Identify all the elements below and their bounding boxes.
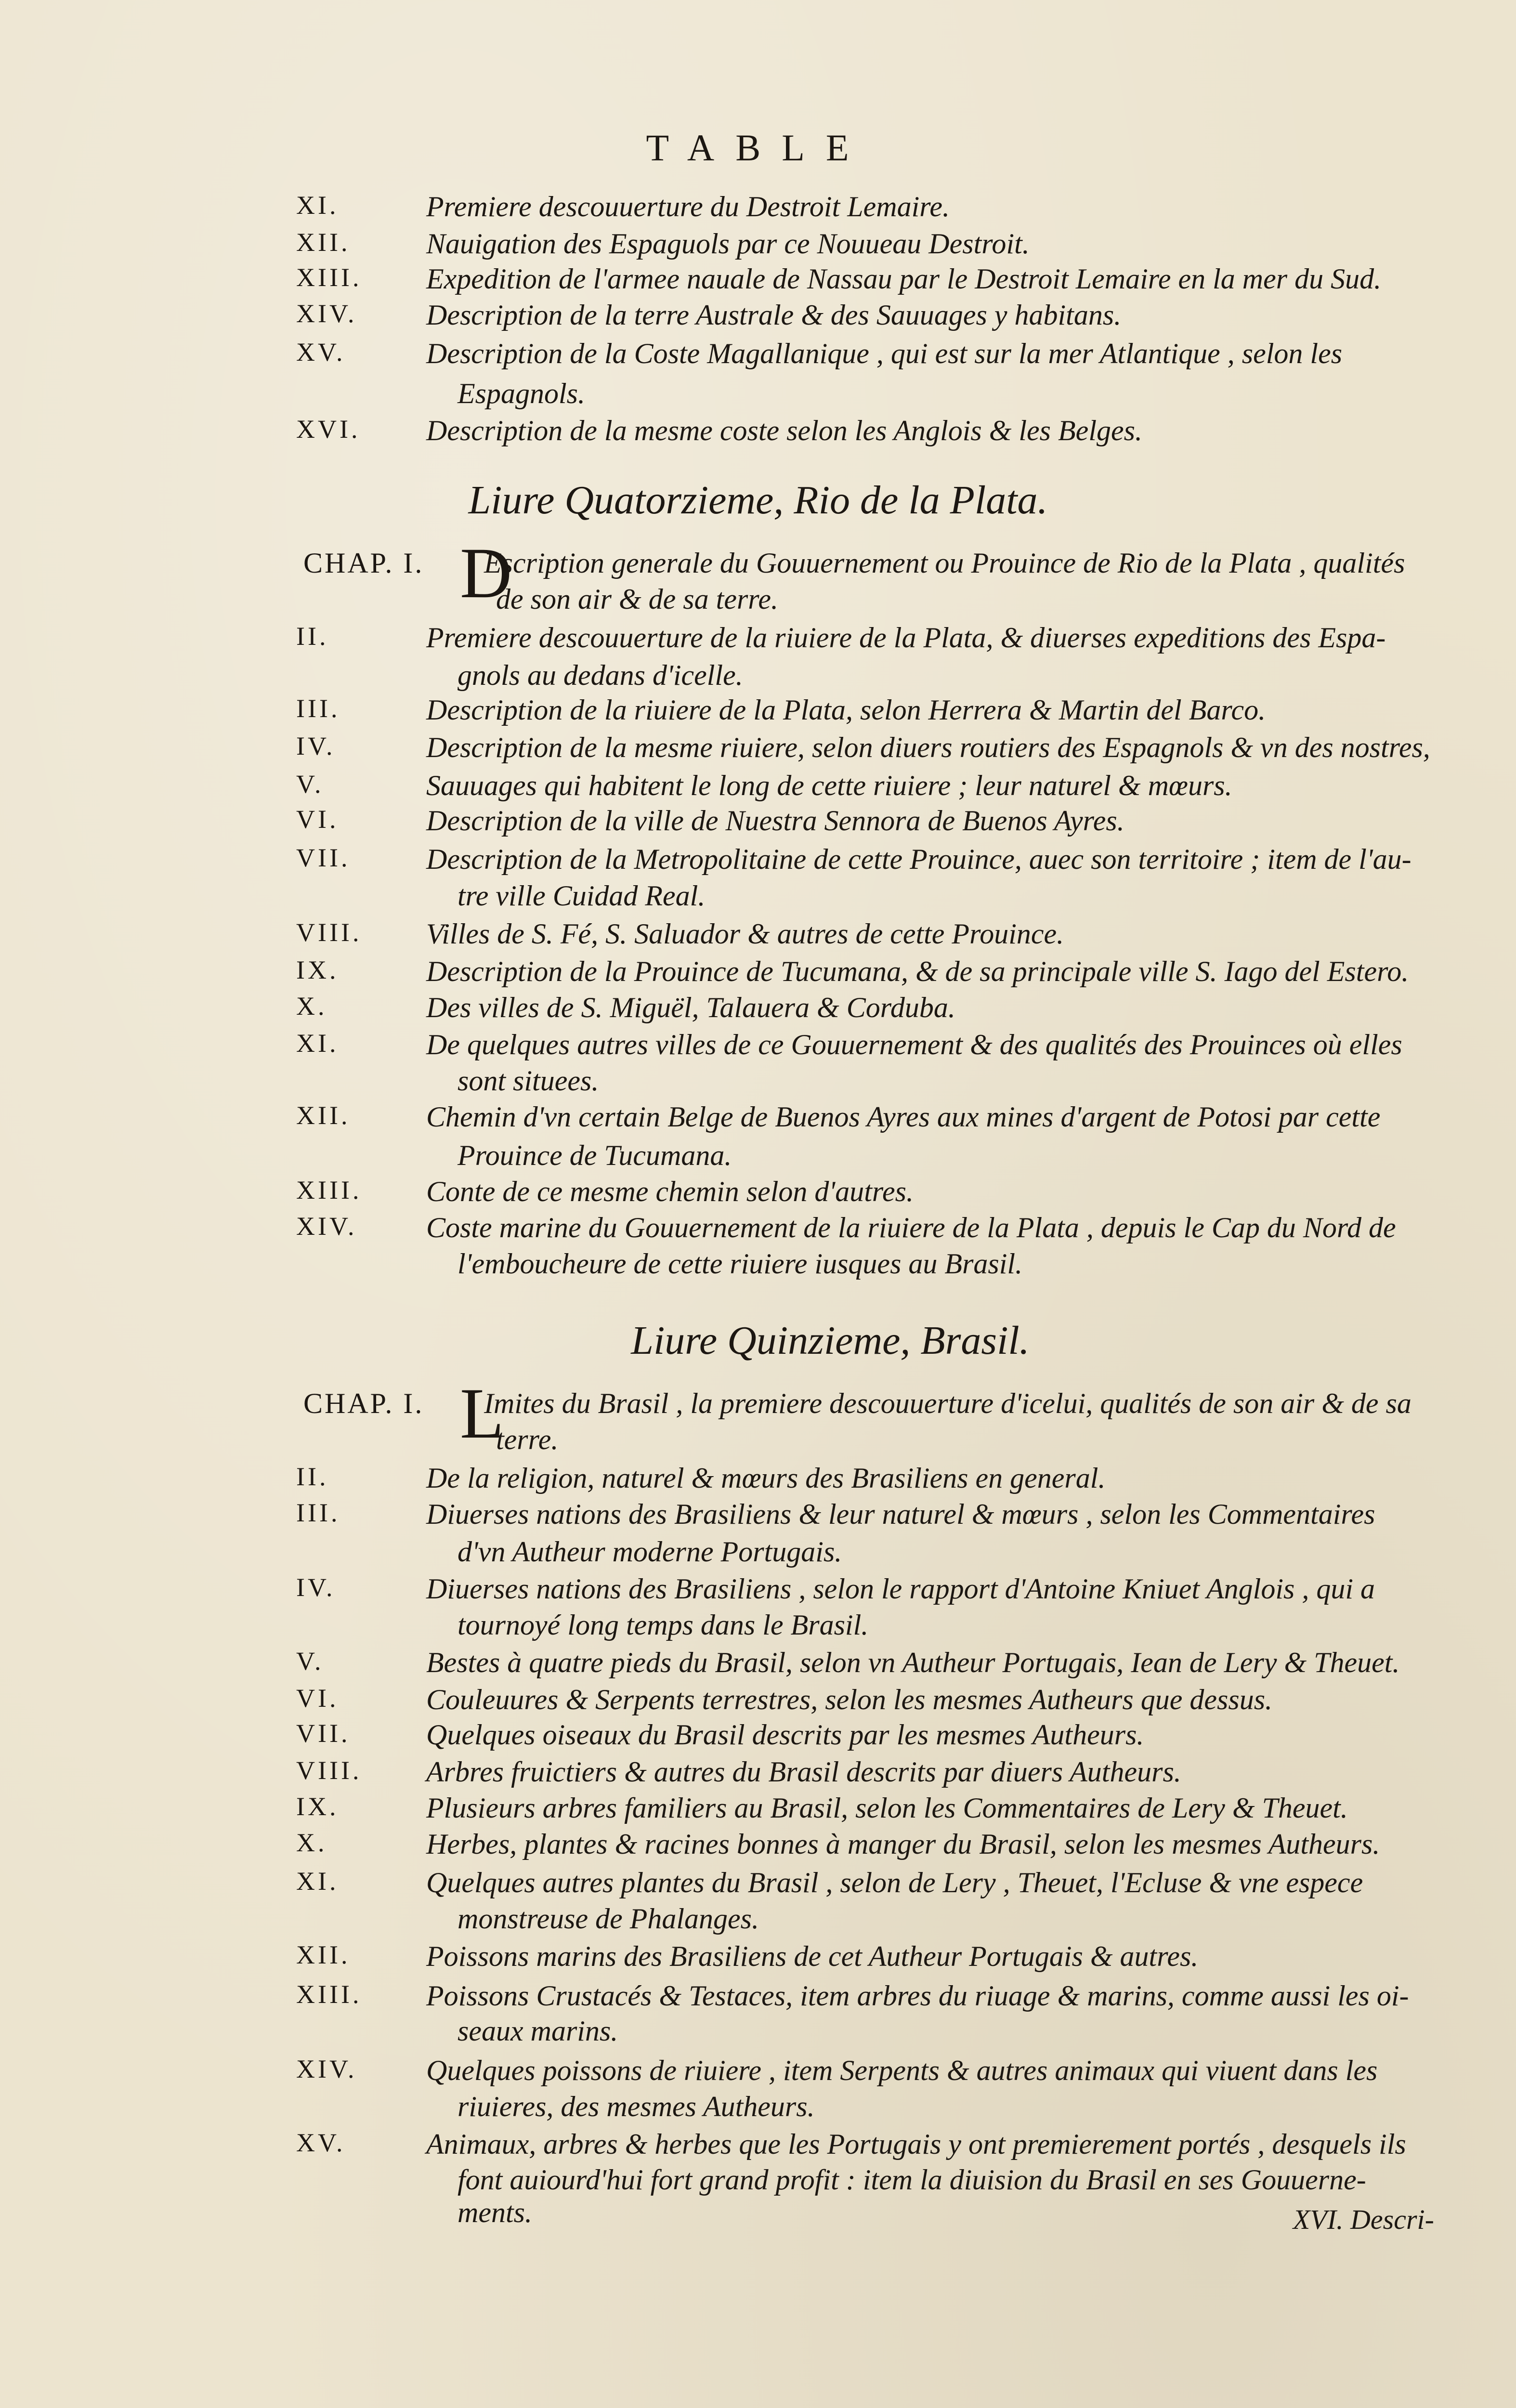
chapter-number: IV. <box>296 1573 336 1602</box>
chapter-title: Conte de ce mesme chemin selon d'autres. <box>426 1176 914 1207</box>
chapter-title: Premiere descouuerture du Destroit Lemaire. <box>426 191 950 222</box>
chapter-number: III. <box>296 694 340 723</box>
chapter-number: XV. <box>296 338 346 366</box>
chapter-title: Description de la Metropolitaine de cette Prouince, auec son territoire ; item de l'au- <box>426 843 1411 875</box>
chapter-number: IV. <box>296 732 336 760</box>
chapter-number: XV. <box>296 2128 346 2157</box>
drop-capital: L <box>460 1374 504 1453</box>
chapter-number: VII. <box>296 843 351 872</box>
chapter-title: seaux marins. <box>457 2015 618 2047</box>
chapter-number: CHAP. I. <box>303 547 424 579</box>
chapter-number: IX. <box>296 1792 339 1821</box>
chapter-number: II. <box>296 1462 329 1491</box>
chapter-title: Expedition de l'armee nauale de Nassau par le Destroit Lemaire en la mer du Sud. <box>426 263 1382 295</box>
chapter-title: Des villes de S. Miguël, Talauera & Corduba. <box>426 992 955 1023</box>
chapter-title: tre ville Cuidad Real. <box>457 880 706 912</box>
chapter-number: CHAP. I. <box>303 1387 424 1419</box>
chapter-title: terre. <box>496 1424 559 1455</box>
chapter-number: IX. <box>296 955 339 984</box>
chapter-title: de son air & de sa terre. <box>496 583 779 615</box>
chapter-title-text: Imites du Brasil , la premiere descouuerture d'icelui, qualités de son air & de sa <box>484 1387 1411 1419</box>
chapter-title: Plusieurs arbres familiers au Brasil, selon les Commentaires de Lery & Theuet. <box>426 1792 1348 1824</box>
chapter-title: Quelques poissons de riuiere , item Serpents & autres animaux qui viuent dans les <box>426 2055 1378 2086</box>
drop-capital: D <box>460 533 512 613</box>
chapter-number: X. <box>296 1828 327 1857</box>
chapter-title: Description de la mesme coste selon les Anglois & les Belges. <box>426 415 1142 446</box>
chapter-number: XIII. <box>296 263 362 292</box>
chapter-title: De la religion, naturel & mœurs des Brasiliens en general. <box>426 1462 1106 1494</box>
chapter-title: Description de la riuiere de la Plata, selon Herrera & Martin del Barco. <box>426 694 1266 726</box>
chapter-number: XII. <box>296 1101 351 1130</box>
chapter-title: Coste marine du Gouuernement de la riuiere de la Plata , depuis le Cap du Nord de <box>426 1212 1396 1243</box>
chapter-number: XIII. <box>296 1980 362 2009</box>
chapter-number: XIV. <box>296 2055 357 2083</box>
chapter-number: VII. <box>296 1719 351 1748</box>
catchword: XVI. Descri- <box>1293 2204 1434 2235</box>
chapter-title: Villes de S. Fé, S. Saluador & autres de cette Prouince. <box>426 918 1064 950</box>
chapter-title: Couleuures & Serpents terrestres, selon les mesmes Autheurs que dessus. <box>426 1684 1273 1715</box>
chapter-title: l'emboucheure de cette riuiere iusques au Brasil. <box>457 1248 1023 1280</box>
chapter-title: riuieres, des mesmes Autheurs. <box>457 2091 815 2122</box>
chapter-title: Sauuages qui habitent le long de cette riuiere ; leur naturel & mœurs. <box>426 770 1232 801</box>
chapter-title: Description de la Coste Magallanique , qui est sur la mer Atlantique , selon les <box>426 338 1343 369</box>
book-heading-14: Liure Quatorzieme, Rio de la Plata. <box>468 478 1048 523</box>
chapter-title: Premiere descouuerture de la riuiere de la Plata, & diuerses expeditions des Espa- <box>426 622 1386 654</box>
book-heading-15: Liure Quinzieme, Brasil. <box>631 1318 1030 1363</box>
chapter-number: XI. <box>296 1029 339 1058</box>
chapter-title: Description de la mesme riuiere, selon diuers routiers des Espagnols & vn des nostres, <box>426 732 1430 763</box>
chapter-title: Description de la terre Australe & des Sauuages y habitans. <box>426 299 1122 331</box>
chapter-number: XI. <box>296 1867 339 1896</box>
chapter-title: Poissons Crustacés & Testaces, item arbres du riuage & marins, comme aussi les oi- <box>426 1980 1409 2012</box>
chapter-title: gnols au dedans d'icelle. <box>457 659 743 691</box>
chapter-title: Animaux, arbres & herbes que les Portugais y ont premierement portés , desquels ils <box>426 2128 1406 2160</box>
chapter-title: Description de la Prouince de Tucumana, & de sa principale ville S. Iago del Estero. <box>426 955 1409 987</box>
chapter-title: Arbres fruictiers & autres du Brasil descrits par diuers Autheurs. <box>426 1756 1181 1788</box>
chapter-title: Herbes, plantes & racines bonnes à manger du Brasil, selon les mesmes Autheurs. <box>426 1828 1380 1860</box>
chapter-number: XII. <box>296 1940 351 1969</box>
chapter-number: III. <box>296 1498 340 1527</box>
chapter-title: Quelques oiseaux du Brasil descrits par les mesmes Autheurs. <box>426 1719 1144 1751</box>
chapter-number: V. <box>296 770 324 798</box>
chapter-number: XVI. <box>296 415 361 444</box>
chapter-title: monstreuse de Phalanges. <box>457 1903 759 1935</box>
chapter-number: XIV. <box>296 1212 357 1241</box>
chapter-title: Description de la ville de Nuestra Sennora de Buenos Ayres. <box>426 805 1124 837</box>
chapter-number: VIII. <box>296 1756 362 1785</box>
chapter-number: XII. <box>296 228 351 257</box>
chapter-number: XI. <box>296 191 339 220</box>
chapter-title: Quelques autres plantes du Brasil , selon de Lery , Theuet, l'Ecluse & vne espece <box>426 1867 1363 1898</box>
chapter-title: De quelques autres villes de ce Gouuernement & des qualités des Prouinces où elles <box>426 1029 1402 1060</box>
chapter-title: tournoyé long temps dans le Brasil. <box>457 1609 869 1641</box>
chapter-title: font auiourd'hui fort grand profit : item la diuision du Brasil en ses Gouuerne- <box>457 2164 1366 2196</box>
chapter-number: X. <box>296 992 327 1021</box>
chapter-number: VIII. <box>296 918 362 947</box>
chapter-title: d'vn Autheur moderne Portugais. <box>457 1536 842 1568</box>
chapter-number: V. <box>296 1647 324 1675</box>
chapter-number: XIV. <box>296 299 357 328</box>
chapter-title: ments. <box>457 2197 532 2228</box>
chapter-title-text: Escription generale du Gouuernement ou Prouince de Rio de la Plata , qualités <box>484 547 1405 579</box>
chapter-number: II. <box>296 622 329 651</box>
page-title: TABLE <box>646 127 870 169</box>
chapter-title: Prouince de Tucumana. <box>457 1139 732 1171</box>
chapter-title: Diuerses nations des Brasiliens , selon le rapport d'Antoine Kniuet Anglois , qui a <box>426 1573 1375 1605</box>
chapter-title: Poissons marins des Brasiliens de cet Autheur Portugais & autres. <box>426 1940 1199 1972</box>
chapter-title: Espagnols. <box>457 378 586 409</box>
chapter-number: VI. <box>296 1684 339 1713</box>
chapter-title: Chemin d'vn certain Belge de Buenos Ayres aux mines d'argent de Potosi par cette <box>426 1101 1381 1133</box>
chapter-title: Bestes à quatre pieds du Brasil, selon vn Autheur Portugais, Iean de Lery & Theuet. <box>426 1647 1400 1678</box>
chapter-number: XIII. <box>296 1176 362 1204</box>
chapter-title: Nauigation des Espaguols par ce Nouueau Destroit. <box>426 228 1030 260</box>
chapter-title: Diuerses nations des Brasiliens & leur naturel & mœurs , selon les Commentaires <box>426 1498 1375 1530</box>
chapter-number: VI. <box>296 805 339 834</box>
chapter-title: sont situees. <box>457 1065 599 1097</box>
